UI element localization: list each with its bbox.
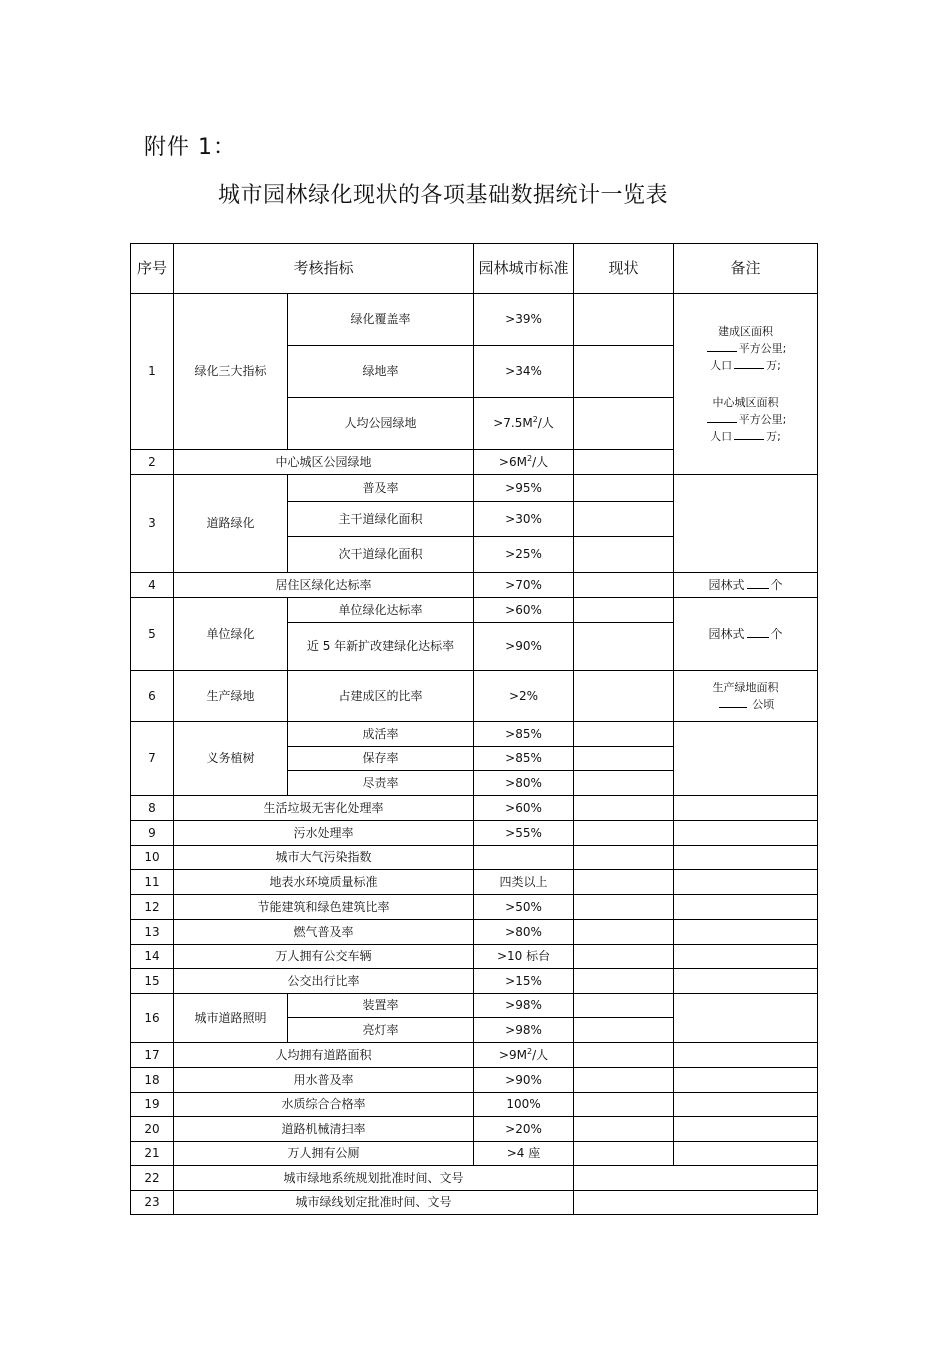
standard-cell: >95% — [474, 475, 574, 502]
standard-cell: >20% — [474, 1117, 574, 1142]
status-cell[interactable] — [574, 994, 674, 1018]
standard-cell: >98% — [474, 994, 574, 1018]
seq-cell: 11 — [131, 870, 174, 895]
table-row — [131, 994, 818, 1018]
data-table — [130, 243, 818, 1215]
standard-cell: $>9M^2/$人 — [474, 1043, 574, 1068]
value-cell[interactable] — [574, 1191, 818, 1215]
group-cell: 生产绿地 — [174, 671, 288, 722]
seq-cell: 8 — [131, 796, 174, 821]
attachment-label: 附件 1： — [144, 135, 236, 160]
seq-cell: 2 — [131, 450, 174, 475]
table-row — [131, 870, 818, 895]
standard-cell: >90% — [474, 1068, 574, 1093]
status-cell[interactable] — [574, 870, 674, 895]
status-cell[interactable] — [574, 920, 674, 945]
status-cell[interactable] — [574, 945, 674, 969]
standard-cell: >70% — [474, 573, 574, 598]
standard-cell: >60% — [474, 598, 574, 623]
indicator-cell: 城市绿线划定批准时间、文号 — [174, 1191, 574, 1215]
seq-cell: 16 — [131, 994, 174, 1043]
indicator-cell: 普及率 — [288, 475, 474, 502]
standard-cell: >2% — [474, 671, 574, 722]
indicator-cell: 占建成区的比率 — [288, 671, 474, 722]
group-cell: 绿化三大指标 — [174, 294, 288, 450]
standard-cell: >90% — [474, 623, 574, 671]
standard-cell: >85% — [474, 747, 574, 771]
standard-cell: >34% — [474, 346, 574, 398]
table-row — [131, 1142, 818, 1166]
status-cell[interactable] — [574, 398, 674, 450]
indicator-cell: 生活垃圾无害化处理率 — [174, 796, 474, 821]
status-cell[interactable] — [574, 573, 674, 598]
status-cell[interactable] — [574, 796, 674, 821]
standard-cell — [474, 846, 574, 870]
standard-cell: >60% — [474, 796, 574, 821]
table-row — [131, 1068, 818, 1093]
group-cell: 单位绿化 — [174, 598, 288, 671]
seq-cell: 9 — [131, 821, 174, 846]
indicator-cell: 万人拥有公厕 — [174, 1142, 474, 1166]
seq-cell: 21 — [131, 1142, 174, 1166]
seq-cell: 7 — [131, 722, 174, 796]
indicator-cell: 人均拥有道路面积 — [174, 1043, 474, 1068]
indicator-cell: 地表水环境质量标准 — [174, 870, 474, 895]
table-row — [131, 598, 818, 623]
notes-cell[interactable] — [674, 846, 818, 870]
table-row — [131, 821, 818, 846]
status-cell[interactable] — [574, 598, 674, 623]
status-cell[interactable] — [574, 1142, 674, 1166]
indicator-cell: 用水普及率 — [174, 1068, 474, 1093]
note-text: 万; — [766, 358, 781, 372]
table-row — [131, 945, 818, 969]
notes-cell[interactable] — [674, 796, 818, 821]
seq-cell: 17 — [131, 1043, 174, 1068]
standard-cell: >30% — [474, 502, 574, 537]
header-notes: 备注 — [674, 244, 818, 294]
indicator-cell: 近 5 年新扩改建绿化达标率 — [288, 623, 474, 671]
seq-cell: 15 — [131, 969, 174, 994]
seq-cell: 12 — [131, 895, 174, 920]
standard-cell: $>6M^2/$人 — [474, 450, 574, 475]
seq-cell: 18 — [131, 1068, 174, 1093]
table-row — [131, 1117, 818, 1142]
table-row — [131, 1093, 818, 1117]
standard-cell: >10 标台 — [474, 945, 574, 969]
header-standard: 园林城市标准 — [474, 244, 574, 294]
table-row — [131, 294, 818, 346]
indicator-cell: 人均公园绿地 — [288, 398, 474, 450]
table-row — [131, 1043, 818, 1068]
note-text: 平方公里; — [738, 413, 787, 427]
seq-cell: 14 — [131, 945, 174, 969]
indicator-cell: 主干道绿化面积 — [288, 502, 474, 537]
indicator-cell: 万人拥有公交车辆 — [174, 945, 474, 969]
standard-cell: >39% — [474, 294, 574, 346]
value-cell[interactable] — [574, 1166, 818, 1191]
status-cell[interactable] — [574, 821, 674, 846]
note-text: 中心城区面积 — [712, 396, 779, 409]
standard-cell: $>7.5M^2/$人 — [474, 398, 574, 450]
standard-cell: >15% — [474, 969, 574, 994]
standard-cell: >55% — [474, 821, 574, 846]
standard-cell: >50% — [474, 895, 574, 920]
indicator-cell: 亮灯率 — [288, 1018, 474, 1043]
standard-cell: 100% — [474, 1093, 574, 1117]
indicator-cell: 居住区绿化达标率 — [174, 573, 474, 598]
note-text: 万; — [766, 430, 781, 444]
notes-cell: 园林式 个 — [674, 598, 818, 671]
seq-cell: 22 — [131, 1166, 174, 1191]
table-row — [131, 969, 818, 994]
notes-cell[interactable] — [674, 1043, 818, 1068]
notes-cell[interactable] — [674, 1068, 818, 1093]
notes-cell[interactable] — [674, 994, 818, 1043]
seq-cell: 20 — [131, 1117, 174, 1142]
status-cell[interactable] — [574, 1093, 674, 1117]
note-text: 人口 — [710, 430, 733, 444]
status-cell[interactable] — [574, 895, 674, 920]
seq-cell: 5 — [131, 598, 174, 671]
status-cell[interactable] — [574, 346, 674, 398]
indicator-cell: 保存率 — [288, 747, 474, 771]
note-text: 平方公里; — [738, 341, 787, 355]
indicator-cell: 燃气普及率 — [174, 920, 474, 945]
status-cell[interactable] — [574, 294, 674, 346]
status-cell[interactable] — [574, 969, 674, 994]
seq-cell: 10 — [131, 846, 174, 870]
notes-cell[interactable] — [674, 1093, 818, 1117]
status-cell[interactable] — [574, 846, 674, 870]
table-row — [131, 671, 818, 722]
notes-cell[interactable] — [674, 920, 818, 945]
table-row — [131, 895, 818, 920]
standard-cell: >85% — [474, 722, 574, 747]
header-indicator: 考核指标 — [174, 244, 474, 294]
standard-cell: >80% — [474, 920, 574, 945]
standard-cell: >80% — [474, 771, 574, 796]
table-row — [131, 796, 818, 821]
standard-cell: >25% — [474, 537, 574, 573]
notes-cell: 园林式 个 — [674, 573, 818, 598]
indicator-cell: 中心城区公园绿地 — [174, 450, 474, 475]
status-cell[interactable] — [574, 450, 674, 475]
indicator-cell: 次干道绿化面积 — [288, 537, 474, 573]
document-title: 城市园林绿化现状的各项基础数据统计一览表 — [218, 183, 669, 208]
status-cell[interactable] — [574, 1117, 674, 1142]
seq-cell: 6 — [131, 671, 174, 722]
indicator-cell: 绿化覆盖率 — [288, 294, 474, 346]
table-row — [131, 475, 818, 502]
notes-cell[interactable] — [674, 895, 818, 920]
status-cell[interactable] — [574, 1068, 674, 1093]
notes-cell[interactable] — [674, 475, 818, 573]
indicator-cell: 城市绿地系统规划批准时间、文号 — [174, 1166, 574, 1191]
notes-cell[interactable] — [674, 945, 818, 969]
seq-cell: 1 — [131, 294, 174, 450]
indicator-cell: 尽责率 — [288, 771, 474, 796]
standard-cell: >98% — [474, 1018, 574, 1043]
table-row — [131, 1166, 818, 1191]
indicator-cell: 污水处理率 — [174, 821, 474, 846]
indicator-cell: 绿地率 — [288, 346, 474, 398]
status-cell[interactable] — [574, 671, 674, 722]
indicator-cell: 水质综合合格率 — [174, 1093, 474, 1117]
header-seq: 序号 — [131, 244, 174, 294]
status-cell[interactable] — [574, 475, 674, 502]
header-status: 现状 — [574, 244, 674, 294]
group-cell: 道路绿化 — [174, 475, 288, 573]
seq-cell: 13 — [131, 920, 174, 945]
status-cell[interactable] — [574, 537, 674, 573]
indicator-cell: 单位绿化达标率 — [288, 598, 474, 623]
status-cell[interactable] — [574, 1018, 674, 1043]
notes-cell[interactable] — [674, 1142, 818, 1166]
seq-cell: 3 — [131, 475, 174, 573]
status-cell[interactable] — [574, 722, 674, 747]
note-text: 人口 — [710, 358, 733, 372]
seq-cell: 4 — [131, 573, 174, 598]
status-cell[interactable] — [574, 771, 674, 796]
group-cell: 义务植树 — [174, 722, 288, 796]
table-row — [131, 573, 818, 598]
table-row — [131, 1191, 818, 1215]
notes-cell[interactable] — [674, 870, 818, 895]
indicator-cell: 公交出行比率 — [174, 969, 474, 994]
notes-cell[interactable] — [674, 969, 818, 994]
status-cell[interactable] — [574, 502, 674, 537]
status-cell[interactable] — [574, 747, 674, 771]
header-row — [131, 244, 818, 294]
notes-cell[interactable] — [674, 1117, 818, 1142]
group-cell: 城市道路照明 — [174, 994, 288, 1043]
status-cell[interactable] — [574, 623, 674, 671]
table-row — [131, 722, 818, 747]
indicator-cell: 城市大气污染指数 — [174, 846, 474, 870]
indicator-cell: 节能建筑和绿色建筑比率 — [174, 895, 474, 920]
table-row — [131, 846, 818, 870]
seq-cell: 19 — [131, 1093, 174, 1117]
indicator-cell: 道路机械清扫率 — [174, 1117, 474, 1142]
notes-cell — [674, 294, 818, 475]
notes-cell[interactable] — [674, 821, 818, 846]
notes-cell[interactable] — [674, 722, 818, 796]
note-text: 建成区面积 — [718, 324, 774, 338]
indicator-cell: 成活率 — [288, 722, 474, 747]
table-row — [131, 920, 818, 945]
notes-cell: 生产绿地面积 公顷 — [674, 671, 818, 722]
standard-cell: 四类以上 — [474, 870, 574, 895]
status-cell[interactable] — [574, 1043, 674, 1068]
seq-cell: 23 — [131, 1191, 174, 1215]
standard-cell: >4 座 — [474, 1142, 574, 1166]
indicator-cell: 装置率 — [288, 994, 474, 1018]
